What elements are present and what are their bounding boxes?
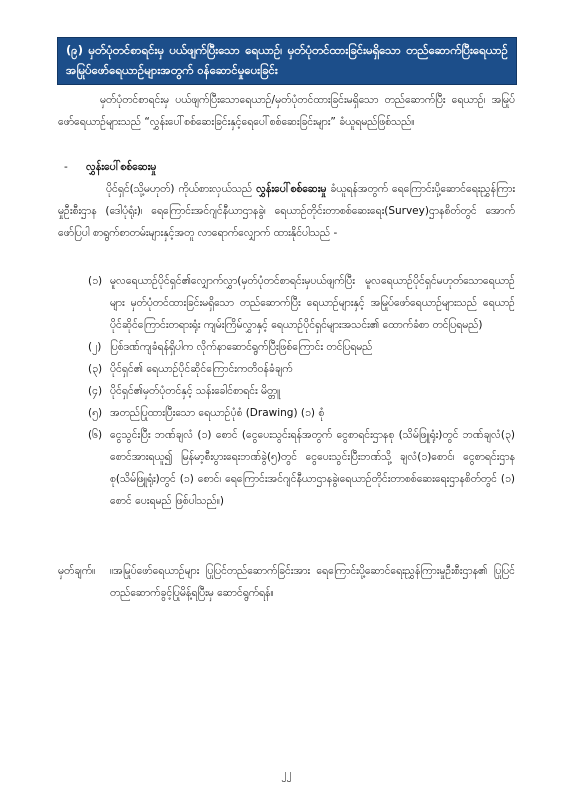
subsection-heading [64,156,464,178]
list-item-text: မူလရေယာဉ်ပိုင်ရှင်၏လျှောက်လွှာ(မှတ်ပုံတင်စာရင်းမှပယ်ဖျက်ပြီး မူလရေယာဉ်ပိုင်ရှင်မဟုတ်သောရေယာဉ်များ မှတ်ပုံတင်ထားခြင်းမရှိသော တည်ဆောက်ပြီး ရေယာဉ်များနှင့် အမြုပ်ဖော်ရေယာဉ်များသည် ရေယာဉ်ပိုင်ဆိုင်ကြောင်းတရားရုံး ကျမ်းကြိမ်လွှာနှင့် ရေယာဉ်ပိုင်ရှင်များအသင်း၏ ထောက်ခံစာ တင်ပြရမည်) [110,275,515,331]
paragraph-text-post: ခံယူရန်အတွက် ရေကြောင်းပို့ဆောင်ရေးညွှန်ကြားမှုဦးစီးဌာန (ဒေါပုံရုံး)၊ ရေကြောင်းအင်ဂျင်နီယာဌာနခွဲ၊ ရေယာဉ်တိုင်းတာစစ်ဆေးရေး(Survey)ဌာနစိတ်တွင် အောက်ဖော်ပြပါ စာရွက်စာတမ်းများနှင့်အတူ လာရောက်လျှောက် ထားနိုင်ပါသည် - [58,183,515,239]
list-item [58,336,515,358]
page-number: ၂၂ [281,768,292,780]
list-item-number: (၂) [88,341,102,353]
section-title: (၉) မှတ်ပုံတင်စာရင်းမှ ပယ်ဖျက်ပြီးသော ရေယာဉ်၊ မှတ်ပုံတင်ထားခြင်းမရှိသော တည်ဆောက်ပြီးရေယာဉ် အမြုပ်ဖော်ရေယာဉ်များအတွက် ဝန်ဆောင်မှုပေးခြင်း [66,43,508,77]
section-title-banner [57,37,517,85]
bullet-dash: - [64,161,68,173]
note-label: မှတ်ချက်။ [58,565,96,577]
list-item-number: (၁) [88,275,103,287]
list-item-text: ပိုင်ရှင်၏မှတ်ပုံတင်နှင့် သန်းခေါင်စာရင်း မိတ္တူ [110,385,281,397]
document-list [58,270,515,512]
paragraph-text-bold: လွှန်းပေါ်စစ်ဆေးမှု [256,183,327,195]
list-item [58,358,515,380]
list-item [58,402,515,424]
list-item-number: (၅) [88,407,103,419]
list-item-text: ပြစ်ဒဏ်ကျခံရန်ရှိပါက လိုက်နာဆောင်ရွက်ပြီးဖြစ်ကြောင်း တင်ပြရမည် [110,341,373,353]
list-item-number: (၄) [88,385,103,397]
subsection-heading-text: လွှန်းပေါ်စစ်ဆေးမှု [86,161,157,173]
list-item-number: (၆) [88,429,103,441]
paragraph-text-pre: ပိုင်ရှင်(သို့မဟုတ်) ကိုယ်စားလှယ်သည် [106,183,257,195]
list-item [58,270,515,336]
list-item-text: အတည်ပြုထားပြီးသော ရေယာဉ်ပုံစံ (Drawing) (၁) စုံ [110,407,325,419]
note-block [58,560,515,604]
list-item-text: ပိုင်ရှင်၏ ရေယာဉ်ပိုင်ဆိုင်ကြောင်းကတိဝန်ခံချက် [110,363,293,375]
note-text: ။အမြုပ်ဖော်ရေယာဉ်များ ပြုပြင်တည်ဆောက်ခြင်းအား ရေကြောင်းပို့ဆောင်ရေးညွှန်ကြားမှုဦးစီးဌာန၏ ပြုပြင်တည်ဆောက်ခွင့်ပြုမိန့်ရပြီးမှ ဆောင်ရွက်ရန်။ [110,565,515,599]
intro-paragraph: မှတ်ပုံတင်စာရင်းမှ ပယ်ဖျက်ပြီးသောရေယာဉ်/မှတ်ပုံတင်ထားခြင်းမရှိသော တည်ဆောက်ပြီး ရေယာဉ်၊ အမြုပ်ဖော်ရေယာဉ်များသည် “လွှန်းပေါ်စစ်ဆေးခြင်းနှင့်ရေပေါ်စစ်ဆေးခြင်းများ” ခံယူရမည်ဖြစ်သည်။ [58,94,515,128]
list-item [58,380,515,402]
list-item-number: (၃) [88,363,103,375]
list-item [58,424,515,512]
list-item-text: ငွေသွင်းပြီး ဘဏ်ချလံ (၁) စောင် (ငွေပေးသွင်းရန်အတွက် ငွေစာရင်းဌာနစု (သိမ်ဖြူရုံး)တွင် ဘဏ်ချလံ(၃) စောင်အားရယူ၍ မြန်မာ့စီးပွားရေးဘဏ်ခွဲ(၅)တွင် ငွေပေးသွင်းပြီးဘဏ်သို့ ချလံ(၁)စောင်၊ ငွေစာရင်းဌာနစု(သိမ်ဖြူရုံး)တွင် (၁) စောင်၊ ရေကြောင်းအင်ဂျင်နီယာဌာနခွဲ၊ရေယာဉ်တိုင်းတာစစ်ဆေးရေးဌာနစိတ်တွင် (၁) စောင် ပေးရမည် ဖြစ်ပါသည်။) [110,429,515,507]
subsection-paragraph [58,178,515,244]
